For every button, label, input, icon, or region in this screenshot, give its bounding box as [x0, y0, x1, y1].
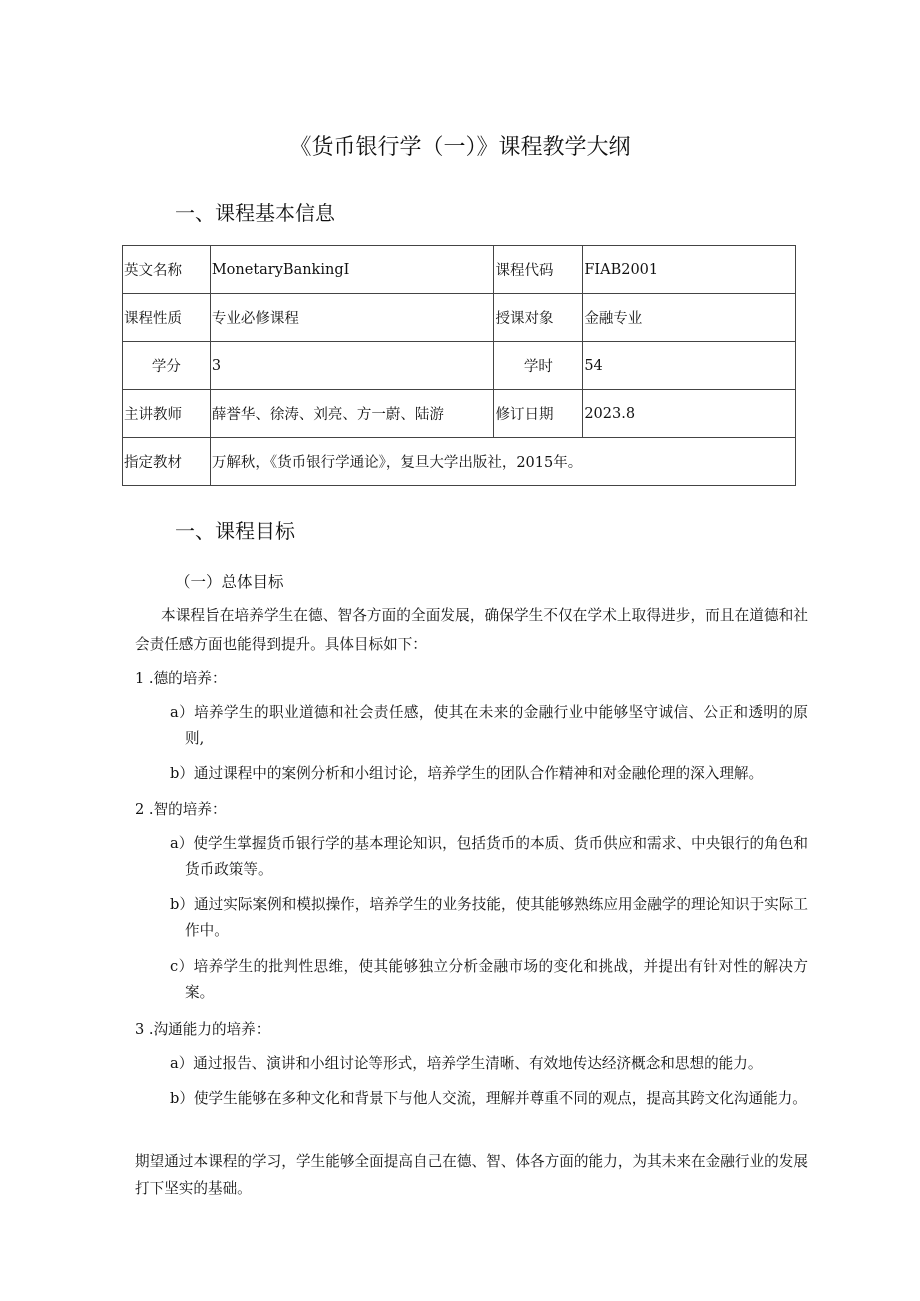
- cell-label: 授课对象: [494, 294, 583, 342]
- section-heading-basic-info: 一、课程基本信息: [175, 201, 335, 225]
- goal-heading-communication: 3 .沟通能力的培养：: [135, 1021, 271, 1038]
- cell-label: 英文名称: [123, 246, 211, 294]
- cell-value: 薛誉华、徐涛、刘亮、方一蔚、陆游: [210, 390, 494, 438]
- goal-heading-intellect: 2 .智的培养：: [135, 801, 227, 818]
- cell-value: 专业必修课程: [210, 294, 494, 342]
- list-item: a）通过报告、演讲和小组讨论等形式，培养学生清晰、有效地传达经济概念和思想的能力。: [170, 1055, 763, 1072]
- page-title: 《货币银行学（一）》课程教学大纲: [289, 135, 631, 160]
- table-row: [123, 294, 796, 342]
- cell-label: 修订日期: [494, 390, 583, 438]
- cell-value: MonetaryBankingI: [210, 246, 494, 294]
- list-item: a）使学生掌握货币银行学的基本理论知识，包括货币的本质、货币供应和需求、中央银行的角色和货币政策等。: [170, 835, 808, 878]
- cell-value: 万解秋，《货币银行学通论》，复旦大学出版社，2015年。: [210, 438, 795, 486]
- cell-value: 2023.8: [583, 390, 796, 438]
- cell-label: 课程代码: [494, 246, 583, 294]
- table-row: [123, 390, 796, 438]
- section-heading-goals: 一、课程目标: [175, 519, 295, 543]
- cell-value: 金融专业: [583, 294, 796, 342]
- cell-label: 学分: [123, 342, 211, 390]
- list-item: c）培养学生的批判性思维，使其能够独立分析金融市场的变化和挑战，并提出有针对性的解决方案。: [170, 958, 808, 1001]
- table-row: [123, 438, 796, 486]
- cell-label: 课程性质: [123, 294, 211, 342]
- cell-value: FIAB2001: [583, 246, 796, 294]
- list-item: a）培养学生的职业道德和社会责任感，使其在未来的金融行业中能够坚守诚信、公正和透明的原则,: [170, 704, 808, 747]
- list-item: b）通过课程中的案例分析和小组讨论，培养学生的团队合作精神和对金融伦理的深入理解。: [170, 765, 764, 782]
- goal-heading-moral: 1 .德的培养：: [135, 670, 227, 687]
- table-row: [123, 342, 796, 390]
- table-row: [123, 246, 796, 294]
- cell-value: 54: [583, 342, 796, 390]
- list-item: b）通过实际案例和模拟操作，培养学生的业务技能，使其能够熟练应用金融学的理论知识于实际工作中。: [170, 896, 808, 939]
- cell-value: 3: [210, 342, 494, 390]
- intro-paragraph: 本课程旨在培养学生在德、智各方面的全面发展，确保学生不仅在学术上取得进步，而且在道德和社会责任感方面也能得到提升。具体目标如下：: [135, 607, 808, 653]
- subheading-overall-goals: （一）总体目标: [175, 573, 284, 591]
- cell-label: 学时: [494, 342, 583, 390]
- cell-label: 指定教材: [123, 438, 211, 486]
- list-item: b）使学生能够在多种文化和背景下与他人交流，理解并尊重不同的观点，提高其跨文化沟通能力。: [170, 1090, 807, 1107]
- conclusion-paragraph: 期望通过本课程的学习，学生能够全面提高自己在德、智、体各方面的能力，为其未来在金融行业的发展打下坚实的基础。: [135, 1153, 808, 1197]
- course-info-table: [122, 245, 796, 486]
- cell-label: 主讲教师: [123, 390, 211, 438]
